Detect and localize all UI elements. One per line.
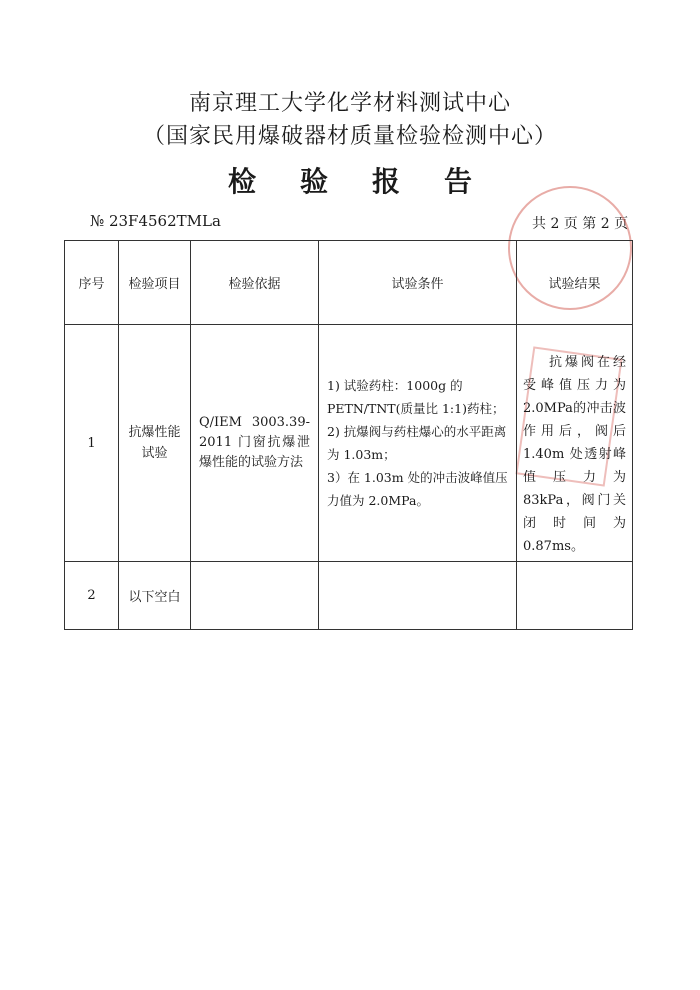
cell-item: 以下空白: [119, 562, 191, 630]
result-text: 抗爆阀在经受峰值压力为2.0MPa的冲击波作用后，阀后1.40m 处透射峰值压力为 83kPa，阀门关闭时间为0.87ms。: [523, 355, 626, 554]
condition-line: 3）在 1.03m 处的冲击波峰值压力值为 2.0MPa。: [327, 470, 508, 508]
results-table: [64, 240, 633, 630]
condition-line: 1) 试验药柱：1000g 的 PETN/TNT(质量比 1:1)药柱；: [327, 378, 505, 416]
report-title-char: 检: [227, 165, 256, 198]
report-title-char: 告: [444, 165, 473, 198]
cell-item: 抗爆性能试验: [119, 325, 191, 562]
report-title-char: 报: [372, 165, 401, 198]
cell-basis: Q/IEM 3003.39-2011 门窗抗爆泄爆性能的试验方法: [191, 325, 319, 562]
org-name-line1: 南京理工大学化学材料测试中心: [188, 91, 511, 116]
header-results: 试验结果: [517, 241, 633, 325]
cell-no: 2: [65, 562, 119, 630]
report-number: № 23F4562TMLa: [90, 212, 221, 230]
header-no: 序号: [65, 241, 119, 325]
cell-conditions: [319, 325, 517, 562]
table-row: [65, 562, 633, 630]
table-header-row: [65, 241, 633, 325]
cell-no: 1: [65, 325, 119, 562]
header-conditions: 试验条件: [319, 241, 517, 325]
page-info: 共 2 页 第 2 页: [532, 216, 629, 232]
cell-result: [517, 562, 633, 630]
table-row: [65, 325, 633, 562]
cell-conditions: [319, 562, 517, 630]
header-basis: 检验依据: [191, 241, 319, 325]
cell-basis: [191, 562, 319, 630]
report-title-char: 验: [299, 165, 328, 198]
condition-line: 2) 抗爆阀与药柱爆心的水平距离为 1.03m；: [327, 424, 507, 462]
cell-result: [517, 325, 633, 562]
header-item: 检验项目: [119, 241, 191, 325]
org-name-line2: （国家民用爆破器材质量检验检测中心）: [142, 124, 557, 149]
